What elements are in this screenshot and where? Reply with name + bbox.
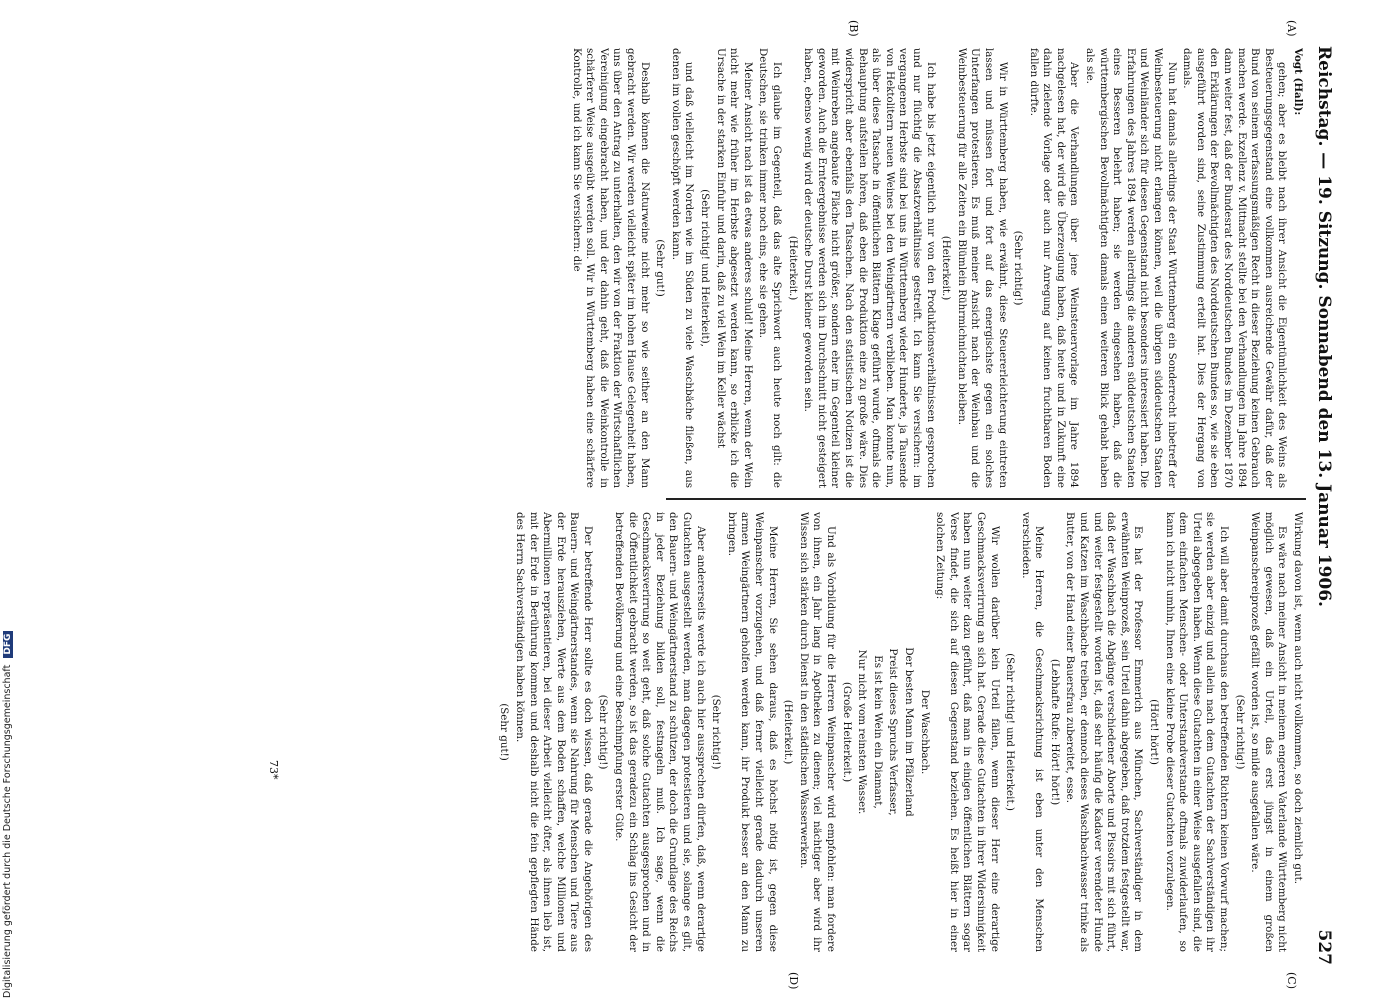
- interjection: (Sehr richtig! und Heiterkeit),: [699, 189, 712, 347]
- interjection: Der Waschbach.: [918, 689, 931, 775]
- margin-letter-c: (C): [1285, 972, 1298, 989]
- interjection: (Sehr gut!): [498, 703, 511, 761]
- paragraph: Deshalb können die Naturweine nicht mehr so wie seither an den Mann gebracht werden. Wir werden vielleicht später im hohen Hause Gelegenheit haben, uns über den Antrag zu unterhalten, den wir von der Fraktion der Wirtschaftlichen Vereinigung eingebracht haben, und der dahin geht, daß die Weinkontrolle in schärferer Weise ausgeübt werden soll. Wir in Württemberg haben eine schärfere Kontrolle, und ich kann Sie versichern: die: [570, 48, 651, 488]
- paragraph: Ich glaube im Gegenteil, daß das alte Sprichwort auch heute noch gilt: die Deutschen, sie trinken immer noch eins, ehe sie gehen.: [757, 48, 784, 488]
- left-text-column: [84, 48, 1304, 488]
- interjection: Es ist kein Wein ein Diamant,: [871, 655, 884, 809]
- paragraph: Wir in Württemberg haben, wie erwähnt, diese Steuererleichterung eintreten lassen und müssen fort und fort auf das energischste gegen ein solches Unterfangen protestieren. Es muß meiner Ansicht nach der Weinbau und die Weinbesteuerung für alle Zeiten ein Blümlein Rührmichnichtan bleiben.: [955, 48, 1009, 488]
- page-number: 527: [1314, 929, 1334, 965]
- interjection: (Große Heiterkeit.): [840, 681, 853, 783]
- paragraph: Meine Herren, die Geschmacksrichtung ist eben unter den Menschen verschieden.: [1019, 512, 1046, 952]
- paragraph: gehen; aber es bleibt nach ihrer Ansicht die Eigentümlichkeit des Weins als Besteuerungsgegenstand eine vollkommen ausreichende Gewähr dafür, daß der Bund von seinem verfassungsmäßigen Recht in dieser Beziehung keinen Gebrauch machen werde. Exzellenz v. Mittnacht stellte bei den Verhandlungen im Jahre 1894 dann weiter fest, daß der Bundesrat des Norddeutschen Bundes im Dezember 1870 den Erklärungen der Bevollmächtigten des Norddeutschen Bundes so, wie sie eben ausgeführt worden sind, seine Zustimmung erteilt hat. Dies der Hergang von damals.: [1181, 48, 1289, 488]
- right-text-column: [84, 512, 1304, 952]
- interjection: (Heiterkeit.): [940, 235, 953, 301]
- interjection: Nur nicht vom reinsten Wasser.: [856, 649, 869, 815]
- speaker-name: Vogt (Hall):: [1292, 48, 1304, 116]
- page-title: Reichstag. — 19. Sitzung. Sonnabend den 13. Januar 1906.: [1314, 46, 1334, 607]
- paragraph: Und als Vorbildung für die Herren Weinpanscher wird empfohlen: man fordere von ihnen, ein Jahr lang in Apotheken zu dienen; viel nächtiger aber wird ihr Wissen sich stärken durch Dienst in den städtischen Wasserwerken.: [797, 512, 837, 952]
- credit-text: Digitalisierung gefördert durch die Deutsche Forschungsgemeinschaft: [2, 664, 13, 998]
- interjection: (Hört! hört!): [1148, 699, 1161, 765]
- dfg-logo: DFG: [3, 631, 13, 658]
- interjection: (Sehr richtig!): [710, 694, 723, 770]
- interjection: (Sehr richtig! und Heiterkeit.): [1004, 653, 1017, 811]
- paragraph: Ich will aber damit durchaus den betreffenden Richtern keinen Vorwurf machen; sie werden aber einzig und allein nach dem Gutachten der Sachverständigen ihr Urteil abgegeben haben. Wenn diese Gutachten in einer Weise ausgefallen sind, die dem einfachen Menschen- oder Unterstandverstande oftmals zuwiderlaufen, so kann ich nicht umhin, Ihnen eine kleine Probe dieser Gutachten vorzulegen.: [1163, 512, 1231, 952]
- margin-letter-d: (D): [787, 972, 800, 990]
- rotated-document-page: [70, 20, 1340, 990]
- paragraph: Es hat der Professor Emmerich aus München, Sachverständiger in dem erwähnten Weinprozeß, sein Urteil dahin abgegeben, daß trotzdem festgestellt war, daß der Waschbach die Abgänge verschiedener Aborte und Pissoirs mit sich führt, und weiter festgestellt worden ist, daß sehr häufig die Kadaver verendeter Hunde und Katzen im Waschbache treiben, er dennoch dieses Waschbachwasser trinke als Butter, von der Hand einer Bauersfrau zubereitet, esse.: [1064, 512, 1145, 952]
- paragraph: Meine Herren, Sie sehen daraus, daß es höchst nötig ist, gegen diese Weinpanscher vorzugehen, und daß ferner vielleicht gerade dadurch unseren armen Weingärtnern geholfen werden kann, ihr Produkt besser an den Mann zu bringen.: [725, 512, 779, 952]
- interjection: (Sehr richtig!): [1012, 230, 1025, 306]
- paragraph: Aber die Verhandlungen über jene Weinsteuervorlage im Jahre 1894 nachgelesen hat, der wird die Überzeugung haben, daß heute und in Zukunft eine dahin zielende Vorlage oder auch nur Anregung auf keinen fruchtbaren Boden fallen dürfte.: [1027, 48, 1081, 488]
- margin-letter-b: (B): [847, 20, 860, 37]
- interjection: (Lebhafte Rufe: Hört! hört!): [1048, 658, 1061, 806]
- digitization-credit: [2, 631, 13, 998]
- interjection: (Sehr richtig!): [1233, 694, 1246, 770]
- paragraph: und daß vielleicht im Norden wie im Süden zu viele Waschbäche fließen, aus denen im vollen geschöpft werden kann.: [669, 48, 696, 488]
- paragraph: Nun hat damals allerdings der Staat Württemberg ein Sonderrecht inbetreff der Weinbesteuerung nicht erlangen können, weil die übrigen süddeutschen Staaten und Weinländer sich für diesen Gegenstand nicht besonders interessiert haben. Die Erfahrungen des Jahres 1894 werden allerdings die anderen süddeutschen Staaten eines Besseren belehrt haben; sie werden eingesehen haben, daß die württembergischen Bevollmächtigten damals einen weiteren Blick gehabt haben als sie.: [1084, 48, 1178, 488]
- margin-letter-a: (A): [1285, 20, 1298, 37]
- interjection: (Sehr gut!): [654, 239, 667, 297]
- paragraph: Meiner Ansicht nach ist da etwas anderes schuld! Meine Herren, wenn der Wein nicht mehr wie früher im Herbste abgesetzt werden kann, so erblicke ich die Ursache in der starken Einfuhr und darin, daß zu viel Wein im Keller wächst: [714, 48, 754, 488]
- column-divider: [666, 498, 1306, 500]
- interjection: (Sehr richtig!): [597, 694, 610, 770]
- interjection: Preist dieses Spruchs Verfasser,: [887, 648, 900, 816]
- paragraph: Ich habe bis jetzt eigentlich nur von den Produktionsverhältnissen gesprochen und nur flüchtig die Absatzverhältnisse gestreift. Ich kann Sie versichern: im vergangenen Herbste sind bei uns in Württemberg wieder Hunderte, ja Tausende von Hektolitern neuen Weines bei den Weingärtnern verblieben. Man konnte nun, als über diese Tatsache in öffentlichen Blättern Klage geführt wurde, oftmals die Behauptung aufstellen hören, daß eben die Produktion eine zu große wäre. Dies widerspricht aber ebenfalls den Tatsachen. Nach den statistischen Notizen ist die mit Weinreben angebaute Fläche nicht größer, sondern eher im Gegenteil kleiner geworden. Auch die Ernteergebnisse werden sich im Durchschnitt nicht gesteigert haben, ebenso wenig wird der deutsche Durst kleiner geworden sein.: [802, 48, 937, 488]
- interjection: (Heiterkeit.): [786, 235, 799, 301]
- paragraph: Aber andererseits werde ich auch hier aussprechen dürfen, daß, wenn derartige Gutachten ausgestellt werden, man dagegen protestieren und sie, solange es gilt, den Bauern- und Weingärtnerstand zu schützen, der doch die Grundlage des Reichs in jeder Beziehung bilden soll, festnageln muß. Ich sage, wenn die Geschmacksverirrung so weit geht, daß solche Gutachten ausgesprochen und in die Öffentlichkeit gebracht werden, so ist das geradezu ein Schlag ins Gesicht der betreffenden Bevölkerung und eine Beschimpfung erster Güte.: [613, 512, 707, 952]
- interjection: Der besten Mann im Pfälzerland: [902, 647, 915, 817]
- paragraph: Wirkung davon ist, wenn auch nicht vollkommen, so doch ziemlich gut.: [1292, 512, 1304, 885]
- page-header: [1306, 40, 1340, 965]
- paragraph: Es wäre nach meiner Ansicht in meinem engeren Vaterlande Württemberg nicht möglich gewesen, daß ein Urteil, das erst jüngst in einem großen Weinpanschereiprozeß gefällt worden ist, so milde ausgefallen wäre.: [1249, 512, 1289, 952]
- paragraph: Wir wollen darüber kein Urteil fällen, wenn dieser Herr eine derartige Geschmacksverirrung an sich hat. Gerade diese Gutachten in ihrer Widersinnigkeit haben nun weiter dazu geführt, daß man in einigen öffentlichen Blättern sogar Verse findet, die sich auf diesen Gegenstand beziehen. Es heißt hier in einer solchen Zeitung:: [934, 512, 1001, 952]
- paragraph: Der betreffende Herr sollte es doch wissen, daß gerade die Angehörigen des Bauern- und Weingärtnerstandes, wenn sie Nahrung für Menschen und Tiere aus der Erde herausziehen, Werte aus dem Boden schaffen, welche Millionen und Abermillionen repräsentieren, bei dieser Arbeit vielleicht öfter, als ihnen lieb ist, mit der Erde in Berührung kommen und deshalb nicht die fein gepflegten Hände des Herrn Sachverständigen haben können.: [513, 512, 594, 952]
- sheet-signature: 73*: [267, 760, 280, 780]
- interjection: (Heiterkeit.): [782, 699, 795, 765]
